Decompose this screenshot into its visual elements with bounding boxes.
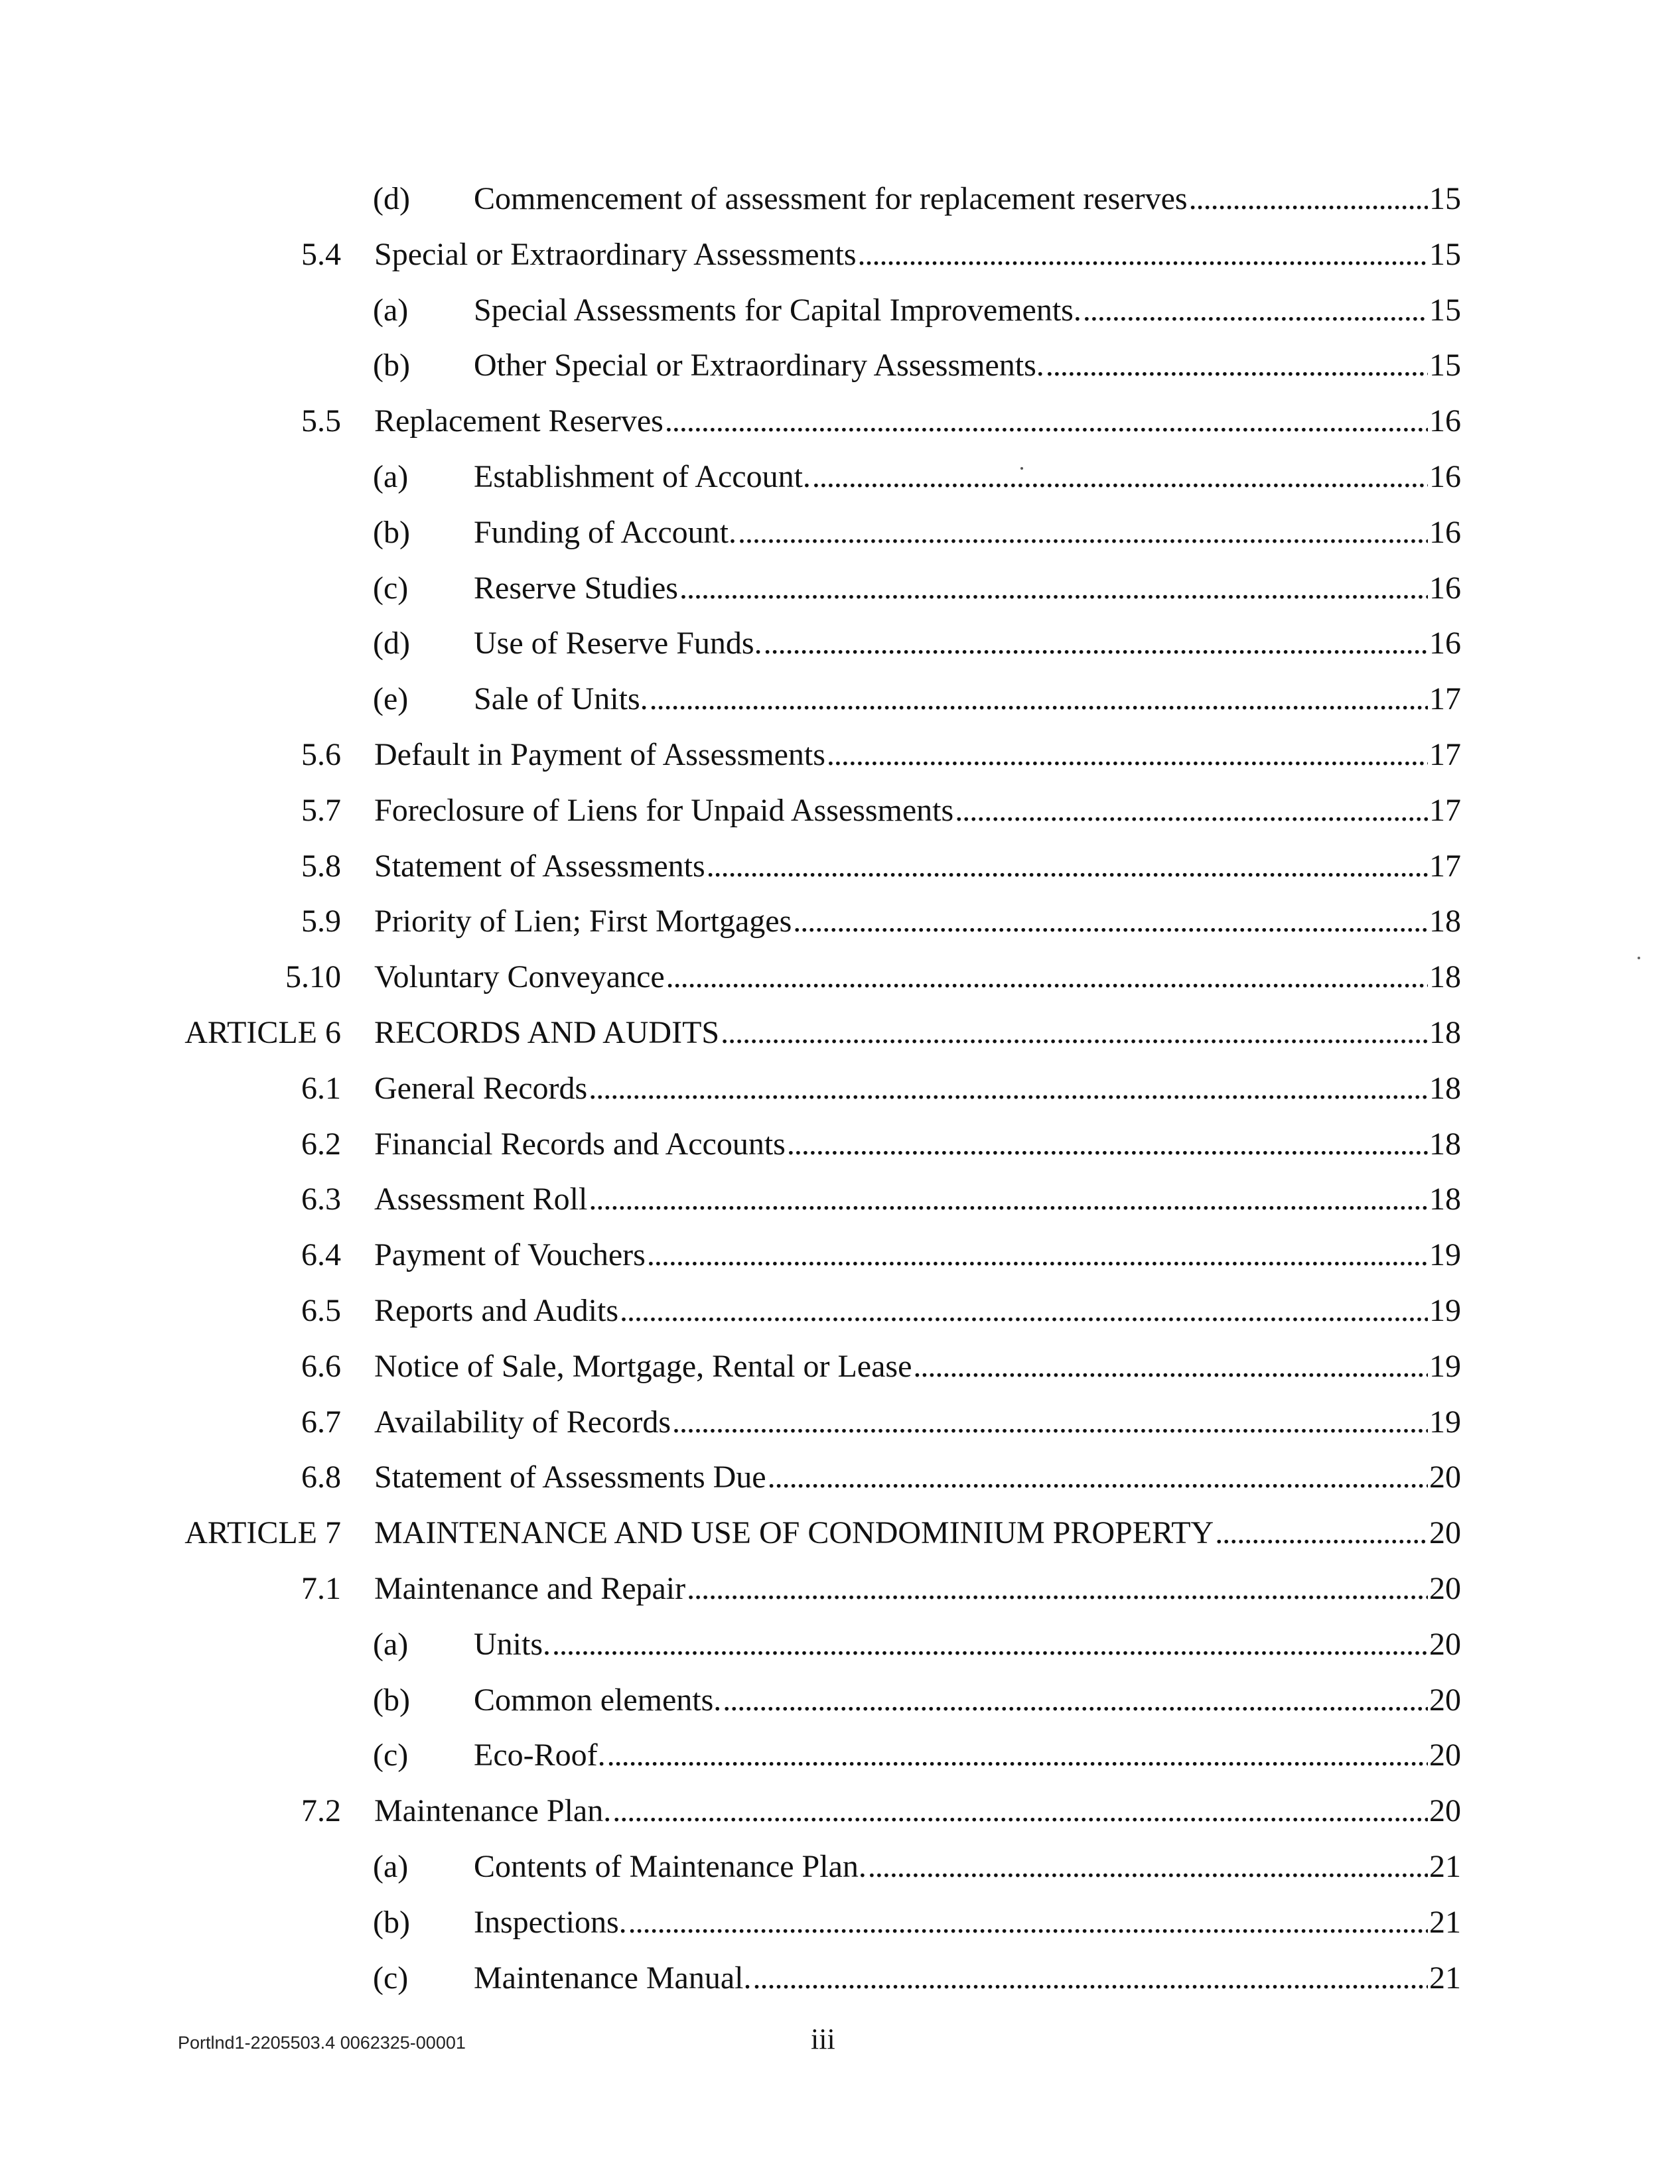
toc-page-number: 18 bbox=[1429, 1014, 1461, 1050]
toc-entry-title: Statement of Assessments Due bbox=[374, 1460, 766, 1495]
toc-page-number: 18 bbox=[1429, 1070, 1461, 1106]
toc-section-number: 5.8 bbox=[301, 848, 341, 884]
toc-subsection-letter: (c) bbox=[373, 1738, 409, 1773]
toc-entry-title: Contents of Maintenance Plan. bbox=[474, 1848, 867, 1884]
toc-page-number: 16 bbox=[1429, 403, 1461, 439]
toc-entry-title: Sale of Units. bbox=[474, 681, 648, 717]
toc-entry-title: Default in Payment of Assessments bbox=[374, 736, 825, 772]
toc-entry-title: Priority of Lien; First Mortgages bbox=[374, 904, 792, 939]
toc-entry-title: MAINTENANCE AND USE OF CONDOMINIUM PROPERTY bbox=[374, 1515, 1214, 1551]
toc-subsection-letter: (a) bbox=[373, 1848, 409, 1884]
toc-entry-title: Eco-Roof. bbox=[474, 1738, 606, 1773]
toc-subsection-letter: (d) bbox=[373, 626, 410, 661]
toc-subsection-letter: (b) bbox=[373, 348, 410, 383]
footer-document-id: Portlnd1-2205503.4 0062325-00001 bbox=[178, 2033, 466, 2053]
toc-page-number: 15 bbox=[1429, 292, 1461, 328]
toc-section-number: 6.7 bbox=[301, 1404, 341, 1440]
toc-entry-title: General Records bbox=[374, 1070, 588, 1106]
toc-page-number: 19 bbox=[1429, 1237, 1461, 1273]
toc-entry-title: Establishment of Account. bbox=[474, 458, 811, 494]
toc-entry-title: Payment of Vouchers bbox=[374, 1237, 646, 1273]
toc-page-number: 18 bbox=[1429, 959, 1461, 995]
toc-entry-title: Commencement of assessment for replacement reserves bbox=[474, 181, 1188, 216]
toc-section-number: 6.6 bbox=[301, 1348, 341, 1384]
toc-section-number: 5.6 bbox=[301, 736, 341, 772]
toc-entry-title: Statement of Assessments bbox=[374, 848, 705, 884]
toc-page-number: 21 bbox=[1429, 1960, 1461, 1996]
toc-page-number: 20 bbox=[1429, 1738, 1461, 1773]
toc-entry-title: Voluntary Conveyance bbox=[374, 959, 665, 995]
toc-entry-title: Common elements. bbox=[474, 1682, 722, 1718]
toc-section-number: 5.5 bbox=[301, 403, 341, 439]
toc-page-number: 20 bbox=[1429, 1682, 1461, 1718]
toc-subsection-letter: (d) bbox=[373, 181, 410, 216]
toc-page-number: 16 bbox=[1429, 570, 1461, 606]
toc-entry-title: Foreclosure of Liens for Unpaid Assessments bbox=[374, 792, 954, 828]
footer-page-number: iii bbox=[811, 2023, 835, 2055]
toc-page-number: 17 bbox=[1429, 736, 1461, 772]
toc-page-number: 15 bbox=[1429, 348, 1461, 383]
toc-page-number: 17 bbox=[1429, 848, 1461, 884]
toc-page-number: 18 bbox=[1429, 1126, 1461, 1162]
toc-section-number: 5.7 bbox=[301, 792, 341, 828]
scan-speck bbox=[1638, 957, 1640, 959]
toc-page-number: 20 bbox=[1429, 1793, 1461, 1829]
toc-subsection-letter: (b) bbox=[373, 1682, 410, 1718]
toc-section-number: 6.3 bbox=[301, 1182, 341, 1217]
toc-entry-title: Assessment Roll bbox=[374, 1182, 588, 1217]
toc-subsection-letter: (e) bbox=[373, 681, 409, 717]
toc-article-number: ARTICLE 6 bbox=[184, 1014, 341, 1050]
toc-entry-title: Maintenance and Repair bbox=[374, 1570, 686, 1606]
toc-page-number: 20 bbox=[1429, 1570, 1461, 1606]
toc-page-number: 20 bbox=[1429, 1515, 1461, 1551]
toc-page-number: 15 bbox=[1429, 181, 1461, 216]
toc-entry-title: Other Special or Extraordinary Assessments. bbox=[474, 348, 1044, 383]
toc-page-number: 18 bbox=[1429, 1182, 1461, 1217]
toc-subsection-letter: (a) bbox=[373, 292, 409, 328]
toc-page-number: 19 bbox=[1429, 1348, 1461, 1384]
toc-section-number: 5.9 bbox=[301, 904, 341, 939]
toc-entry-title: Reserve Studies bbox=[474, 570, 678, 606]
toc-entry-title: Inspections. bbox=[474, 1904, 627, 1940]
toc-page-number: 16 bbox=[1429, 514, 1461, 550]
toc-page-number: 17 bbox=[1429, 681, 1461, 717]
toc-entry-title: Units. bbox=[474, 1626, 551, 1662]
toc-page-number: 20 bbox=[1429, 1460, 1461, 1495]
toc-page-number: 16 bbox=[1429, 458, 1461, 494]
toc-subsection-letter: (b) bbox=[373, 514, 410, 550]
toc-section-number: 5.4 bbox=[301, 236, 341, 272]
toc-section-number: 6.1 bbox=[301, 1070, 341, 1106]
toc-section-number: 6.4 bbox=[301, 1237, 341, 1273]
toc-page-number: 20 bbox=[1429, 1626, 1461, 1662]
toc-section-number: 6.8 bbox=[301, 1460, 341, 1495]
toc-page-number: 16 bbox=[1429, 626, 1461, 661]
toc-entry-title: Special Assessments for Capital Improvements. bbox=[474, 292, 1082, 328]
toc-entry-title: Special or Extraordinary Assessments bbox=[374, 236, 857, 272]
toc-entry-title: Availability of Records bbox=[374, 1404, 671, 1440]
scan-speck bbox=[1020, 467, 1023, 470]
toc-entry-title: Financial Records and Accounts bbox=[374, 1126, 786, 1162]
toc-page-number: 15 bbox=[1429, 236, 1461, 272]
toc-page-number: 21 bbox=[1429, 1848, 1461, 1884]
toc-entry-title: Reports and Audits bbox=[374, 1292, 618, 1328]
toc-section-number: 7.2 bbox=[301, 1793, 341, 1829]
toc-section-number: 6.2 bbox=[301, 1126, 341, 1162]
toc-section-number: 7.1 bbox=[301, 1570, 341, 1606]
toc-article-number: ARTICLE 7 bbox=[184, 1515, 341, 1551]
toc-page-number: 19 bbox=[1429, 1292, 1461, 1328]
toc-page-number: 19 bbox=[1429, 1404, 1461, 1440]
toc-entry-title: Notice of Sale, Mortgage, Rental or Lease bbox=[374, 1348, 912, 1384]
toc-subsection-letter: (c) bbox=[373, 570, 409, 606]
toc-section-number: 5.10 bbox=[285, 959, 341, 995]
toc-entry-title: Maintenance Manual. bbox=[474, 1960, 752, 1996]
toc-subsection-letter: (a) bbox=[373, 1626, 409, 1662]
toc-entry-title: Use of Reserve Funds. bbox=[474, 626, 762, 661]
toc-subsection-letter: (b) bbox=[373, 1904, 410, 1940]
toc-page-number: 17 bbox=[1429, 792, 1461, 828]
toc-subsection-letter: (a) bbox=[373, 458, 409, 494]
toc-entry-title: RECORDS AND AUDITS bbox=[374, 1014, 720, 1050]
toc-section-number: 6.5 bbox=[301, 1292, 341, 1328]
toc-entry-title: Funding of Account. bbox=[474, 514, 736, 550]
toc-page-number: 21 bbox=[1429, 1904, 1461, 1940]
toc-subsection-letter: (c) bbox=[373, 1960, 409, 1996]
toc-page-number: 18 bbox=[1429, 904, 1461, 939]
toc-entry-title: Replacement Reserves bbox=[374, 403, 664, 439]
toc-entry-title: Maintenance Plan. bbox=[374, 1793, 612, 1829]
